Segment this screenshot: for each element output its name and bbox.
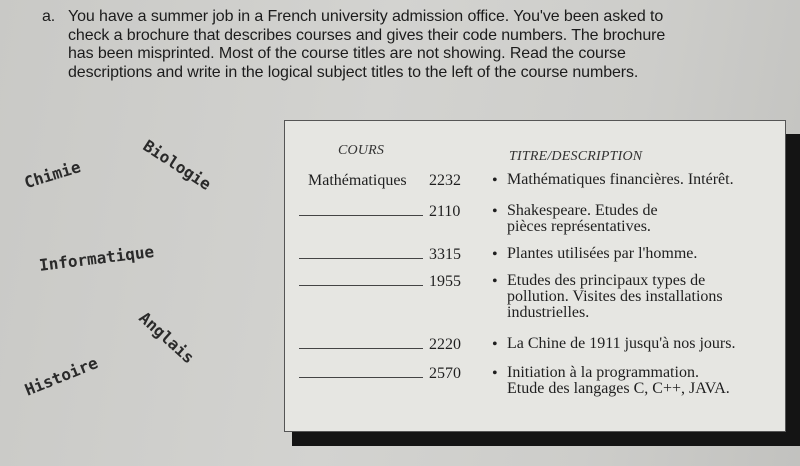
course-title-blank[interactable]	[299, 348, 423, 349]
header-titre-description: TITRE/DESCRIPTION	[509, 149, 643, 164]
course-description: Plantes utilisées par l'homme.	[507, 245, 698, 262]
course-code: 1955	[429, 273, 461, 290]
course-title-filled: Mathématiques	[308, 172, 407, 189]
course-title-blank[interactable]	[299, 285, 423, 286]
course-description: La Chine de 1911 jusqu'à nos jours.	[507, 335, 736, 352]
course-code: 2570	[429, 365, 461, 382]
header-cours: COURS	[338, 143, 385, 158]
course-code: 2110	[429, 203, 461, 220]
instruction-line: has been misprinted. Most of the course titles are not showing. Read the course	[68, 45, 626, 62]
course-title-blank[interactable]	[299, 377, 423, 378]
course-description: Shakespeare. Etudes de pièces représentatives.	[507, 202, 658, 235]
course-code: 2232	[429, 172, 461, 189]
bullet: •	[492, 203, 498, 220]
course-title-blank[interactable]	[299, 258, 423, 259]
course-brochure	[284, 120, 786, 432]
bullet: •	[492, 273, 498, 290]
word-bank-anglais: Anglais	[135, 308, 199, 368]
course-title-blank[interactable]	[299, 215, 423, 216]
word-bank	[0, 120, 260, 466]
instruction-text	[68, 8, 782, 82]
course-description: Etudes des principaux types de pollution. Visites des installations industrielles.	[507, 272, 723, 321]
instruction-line: You have a summer job in a French university admission office. You've been asked to	[68, 8, 664, 25]
course-description: Mathématiques financières. Intérêt.	[507, 171, 734, 188]
word-bank-informatique: Informatique	[38, 241, 156, 275]
instruction-line: check a brochure that describes courses and gives their code numbers. The brochure	[68, 26, 666, 44]
bullet: •	[492, 365, 498, 382]
word-bank-biologie: Biologie	[139, 136, 215, 194]
word-bank-chimie: Chimie	[22, 157, 83, 193]
bullet: •	[492, 336, 498, 353]
course-description: Initiation à la programmation. Etude des langages C, C++, JAVA.	[507, 364, 730, 397]
exercise-letter: a.	[42, 8, 56, 25]
course-code: 3315	[429, 246, 461, 263]
word-bank-histoire: Histoire	[22, 353, 101, 400]
exercise-instructions	[42, 8, 782, 82]
instruction-line: descriptions and write in the logical subject titles to the left of the course numbers.	[68, 63, 639, 81]
bullet: •	[492, 172, 498, 189]
bullet: •	[492, 246, 498, 263]
course-code: 2220	[429, 336, 461, 353]
